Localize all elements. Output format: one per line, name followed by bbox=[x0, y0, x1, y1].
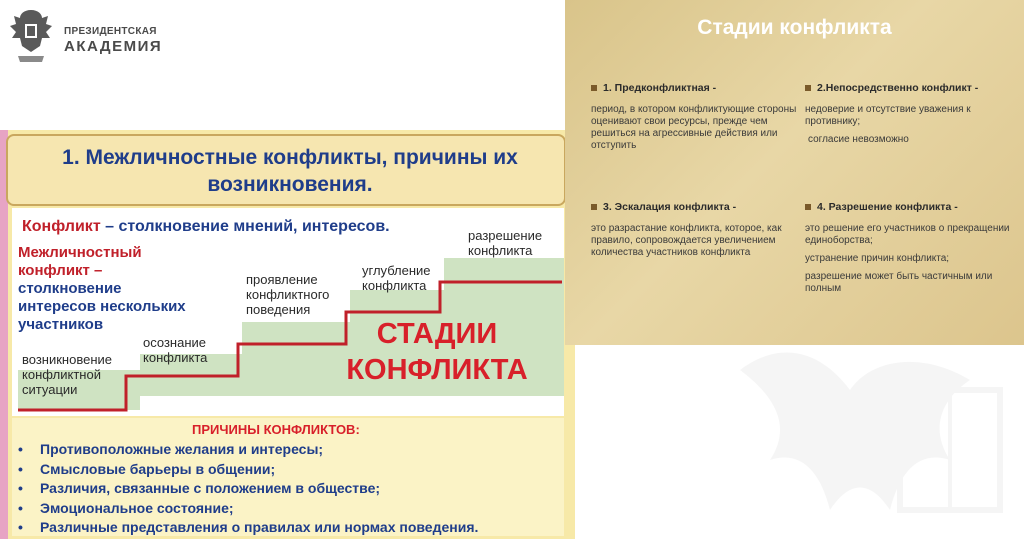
cause-item: • Противоположные желания и интересы; bbox=[18, 440, 478, 460]
stages-title-red: СТАДИИ КОНФЛИКТА bbox=[346, 318, 528, 386]
stage-heading: 1. Предконфликтная - bbox=[603, 82, 717, 94]
logo-line-1: ПРЕЗИДЕНТСКАЯ bbox=[64, 26, 157, 37]
bullet-square-icon bbox=[591, 204, 597, 210]
interpersonal-conflicts-panel bbox=[0, 130, 575, 539]
stage-heading: 2.Непосредственно конфликт - bbox=[817, 82, 979, 94]
conflict-definition-text: – столкновение мнений, интересов. bbox=[100, 218, 390, 235]
stage-text: это решение его участников о прекращении единоборства; bbox=[805, 223, 1010, 246]
bullet-square-icon bbox=[805, 204, 811, 210]
step-label-3: проявление конфликтного поведения bbox=[246, 272, 330, 317]
stage-heading: 4. Разрешение конфликта - bbox=[817, 201, 958, 213]
stage-1 bbox=[591, 82, 801, 158]
causes-title: ПРИЧИНЫ КОНФЛИКТОВ: bbox=[192, 422, 360, 437]
causes-list bbox=[18, 440, 478, 538]
step-label-5: разрешение конфликта bbox=[468, 228, 543, 258]
interpersonal-definition bbox=[18, 244, 198, 334]
cause-item: • Эмоциональное состояние; bbox=[18, 499, 478, 519]
cause-item: • Различные представления о правилах или нормах поведения. bbox=[18, 518, 478, 538]
bullet-square-icon bbox=[805, 85, 811, 91]
interpersonal-definition-text: столкновение интересов нескольких участников bbox=[18, 280, 186, 333]
conflict-definition bbox=[22, 218, 390, 236]
eagle-emblem-icon bbox=[6, 4, 56, 70]
step-label-4: углубление конфликта bbox=[362, 263, 431, 293]
stage-3 bbox=[591, 201, 801, 265]
step-label-1: возникновение конфликтной ситуации bbox=[22, 352, 113, 397]
conflict-stages-panel bbox=[565, 0, 1024, 345]
stage-heading: 3. Эскалация конфликта - bbox=[603, 201, 737, 213]
stage-text: период, в котором конфликтующие стороны оценивают свои ресурсы, прежде чем решиться на агрессивные действия или отступить bbox=[591, 104, 797, 151]
stage-2 bbox=[805, 82, 1015, 152]
bullet-square-icon bbox=[591, 85, 597, 91]
eagle-watermark-icon bbox=[700, 330, 1024, 540]
logo-line-2: АКАДЕМИЯ bbox=[64, 38, 163, 55]
stage-text: это разрастание конфликта, которое, как правило, сопровождается увеличением количества участников конфликта bbox=[591, 223, 782, 258]
stage-text: разрешение может быть частичным или полным bbox=[805, 271, 993, 294]
step-label-2: осознание конфликта bbox=[143, 335, 208, 365]
cause-item: • Различия, связанные с положением в обществе; bbox=[18, 479, 478, 499]
left-panel-title: 1. Межличностные конфликты, причины их возникновения. bbox=[62, 146, 518, 196]
right-panel-title: Стадии конфликта bbox=[697, 16, 892, 39]
cause-item: • Смысловые барьеры в общении; bbox=[18, 460, 478, 480]
stage-text: недоверие и отсутствие уважения к противнику; bbox=[805, 104, 971, 127]
stage-text: согласие невозможно bbox=[808, 134, 909, 145]
conflict-term: Конфликт bbox=[22, 218, 101, 235]
stage-text: устранение причин конфликта; bbox=[805, 253, 950, 264]
stage-4 bbox=[805, 201, 1015, 301]
academy-logo bbox=[6, 4, 176, 70]
interpersonal-term: Межличностный конфликт – bbox=[18, 244, 142, 279]
